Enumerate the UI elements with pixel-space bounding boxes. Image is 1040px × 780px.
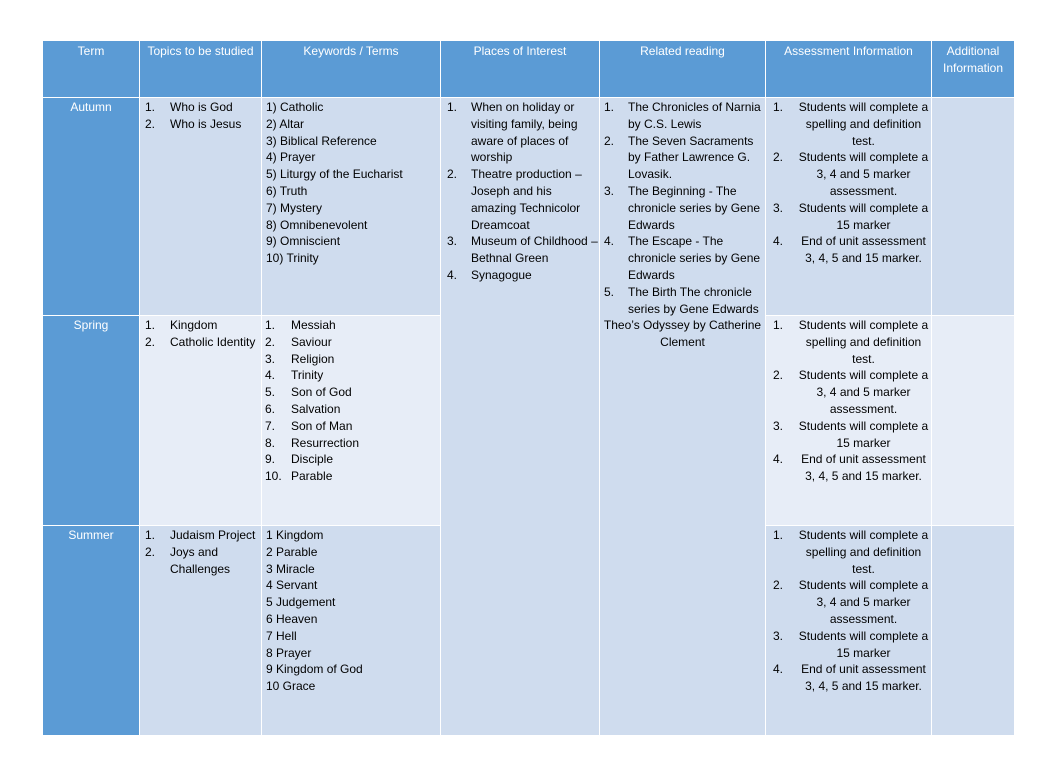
list-item: 5) Liturgy of the Eucharist bbox=[266, 167, 403, 182]
list-item: 6. Salvation bbox=[265, 401, 341, 416]
list-item: 5. The Birth The chronicle series by Gene Edwards bbox=[604, 284, 759, 316]
list-item: 2. The Seven Sacraments by Father Lawrence G. Lovasik. bbox=[604, 133, 754, 182]
list-item: 8) Omnibenevolent bbox=[266, 217, 368, 232]
list-item: 1. Who is God bbox=[145, 100, 233, 114]
list-item: 4) Prayer bbox=[266, 150, 316, 165]
list-item: 1. Messiah bbox=[265, 318, 336, 332]
list-item: 2. Joys and Challenges bbox=[145, 544, 231, 576]
header-keywords: Keywords / Terms bbox=[262, 41, 441, 98]
header-topics: Topics to be studied bbox=[140, 41, 262, 98]
places-cell bbox=[441, 98, 600, 736]
list-item: 5 Judgement bbox=[266, 595, 336, 610]
list-item: 3. Religion bbox=[265, 351, 335, 366]
assessment-autumn bbox=[766, 98, 932, 316]
list-item: 2. Students will complete a 3, 4 and 5 marker assessment. bbox=[773, 150, 929, 198]
list-item: 10) Trinity bbox=[266, 251, 319, 266]
list-item: 10 Grace bbox=[266, 679, 316, 694]
list-item: 4. End of unit assessment 3, 4, 5 and 15 marker. bbox=[773, 234, 926, 266]
term-summer: Summer bbox=[43, 526, 140, 736]
list-item: 2. Who is Jesus bbox=[145, 116, 242, 131]
list-item: 3. Students will complete a 15 marker bbox=[773, 200, 929, 232]
header-term: Term bbox=[43, 41, 140, 98]
curriculum-table bbox=[42, 40, 1015, 736]
list-item: 10. Parable bbox=[265, 469, 333, 484]
list-item: 1. The Chronicles of Narnia by C.S. Lewis bbox=[604, 100, 761, 131]
header-reading: Related reading bbox=[600, 41, 766, 98]
header-row bbox=[43, 41, 1015, 98]
list-item: 2. Students will complete a 3, 4 and 5 marker assessment. bbox=[773, 368, 929, 416]
header-additional: Additional Information bbox=[932, 41, 1015, 98]
list-item: 7. Son of Man bbox=[265, 418, 353, 433]
list-item: 3. Students will complete a 15 marker bbox=[773, 628, 929, 660]
list-item: 1. Students will complete a spelling and definition test. bbox=[773, 100, 929, 148]
additional-summer bbox=[932, 526, 1015, 736]
list-item: 2 Parable bbox=[266, 544, 318, 559]
list-item: 6) Truth bbox=[266, 183, 308, 198]
list-item: 1 Kingdom bbox=[266, 528, 324, 542]
header-assessment: Assessment Information bbox=[766, 41, 932, 98]
list-item: 8 Prayer bbox=[266, 645, 312, 660]
list-item: 4. The Escape - The chronicle series by Gene Edwards bbox=[604, 234, 761, 282]
list-item: 6 Heaven bbox=[266, 611, 318, 626]
list-item: 5. Son of God bbox=[265, 385, 352, 400]
list-item: 3) Biblical Reference bbox=[266, 133, 377, 148]
keywords-autumn bbox=[262, 98, 441, 316]
topics-summer bbox=[140, 526, 262, 736]
keywords-spring bbox=[262, 316, 441, 526]
list-item: 2. Theatre production – Joseph and his amazing Technicolor Dreamcoat bbox=[447, 167, 582, 232]
list-item: 2) Altar bbox=[266, 116, 305, 131]
row-autumn bbox=[43, 98, 1015, 316]
list-item: 1. Students will complete a spelling and definition test. bbox=[773, 318, 929, 366]
topics-spring bbox=[140, 316, 262, 526]
term-autumn: Autumn bbox=[43, 98, 140, 316]
list-item: 3. The Beginning - The chronicle series by Gene Edwards bbox=[604, 183, 761, 232]
list-item: 4. End of unit assessment 3, 4, 5 and 15 marker. bbox=[773, 452, 926, 484]
list-item: 2. Catholic Identity bbox=[145, 334, 256, 349]
list-item: 4. End of unit assessment 3, 4, 5 and 15 marker. bbox=[773, 662, 926, 694]
list-item: 9. Disciple bbox=[265, 452, 334, 467]
list-item: 1. Kingdom bbox=[145, 318, 218, 332]
keywords-summer bbox=[262, 526, 441, 736]
assessment-summer bbox=[766, 526, 932, 736]
list-item: 1. Judaism Project bbox=[145, 528, 256, 542]
term-spring: Spring bbox=[43, 316, 140, 526]
list-item: 2. Saviour bbox=[265, 334, 332, 349]
additional-spring bbox=[932, 316, 1015, 526]
list-item: 7 Hell bbox=[266, 628, 297, 643]
list-item: 4. Trinity bbox=[265, 368, 324, 383]
list-item: 1. When on holiday or visiting family, being aware of places of worship bbox=[447, 100, 578, 165]
list-item: 1) Catholic bbox=[266, 100, 324, 114]
reading-extra: Theo’s Odyssey by Catherine Clement bbox=[603, 318, 762, 350]
reading-cell bbox=[600, 98, 766, 736]
list-item: 3. Students will complete a 15 marker bbox=[773, 418, 929, 450]
list-item: 7) Mystery bbox=[266, 200, 323, 215]
assessment-spring bbox=[766, 316, 932, 526]
additional-autumn bbox=[932, 98, 1015, 316]
list-item: 4. Synagogue bbox=[447, 267, 532, 282]
list-item: 8. Resurrection bbox=[265, 435, 360, 450]
header-places: Places of Interest bbox=[441, 41, 600, 98]
list-item: 1. Students will complete a spelling and definition test. bbox=[773, 528, 929, 576]
topics-autumn bbox=[140, 98, 262, 316]
list-item: 4 Servant bbox=[266, 578, 318, 593]
list-item: 9 Kingdom of God bbox=[266, 662, 363, 677]
list-item: 3 Miracle bbox=[266, 561, 315, 576]
list-item: 3. Museum of Childhood – Bethnal Green bbox=[447, 234, 598, 266]
list-item: 2. Students will complete a 3, 4 and 5 marker assessment. bbox=[773, 578, 929, 626]
list-item: 9) Omniscient bbox=[266, 234, 341, 249]
